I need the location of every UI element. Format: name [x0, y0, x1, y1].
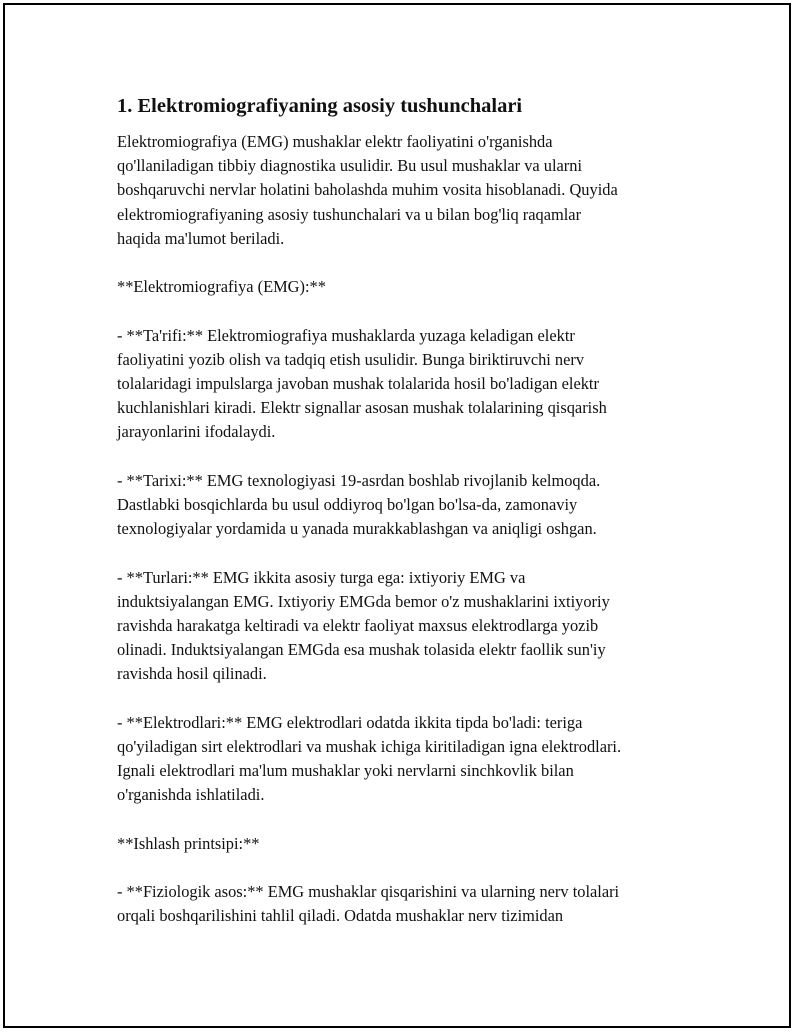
text-line: haqida ma'lumot beriladi.: [117, 228, 285, 248]
intro-paragraph: [117, 130, 697, 251]
emg-subheading: [117, 275, 697, 299]
text-line: - **Ta'rifi:** Elektromiografiya mushaklarda yuzaga keladigan elektr: [117, 325, 575, 345]
text-line: ravishda hosil qilinadi.: [117, 664, 267, 684]
history-paragraph: [117, 469, 697, 542]
text-line: induktsiyalangan EMG. Ixtiyoriy EMGda bemor o'z mushaklarini ixtiyoriy: [117, 591, 610, 611]
text-line: **Ishlash printsipi:**: [117, 833, 260, 853]
text-line: qo'llaniladigan tibbiy diagnostika usulidir. Bu usul mushaklar va ularni: [117, 156, 583, 176]
text-line: **Elektromiografiya (EMG):**: [117, 277, 326, 297]
text-line: qo'yiladigan sirt elektrodlari va mushak ichiga kiritiladigan igna elektrodlari.: [117, 737, 622, 756]
text-line: boshqaruvchi nervlar holatini baholashda muhim vosita hisoblanadi. Quyida: [117, 180, 618, 200]
text-line: - **Tarixi:** EMG texnologiyasi 19-asrdan boshlab rivojlanib kelmoqda.: [117, 470, 601, 490]
text-line: Dastlabki bosqichlarda bu usul oddiyroq bo'lgan bo'lsa-da, zamonaviy: [117, 495, 578, 514]
text-line: elektromiografiyaning asosiy tushunchalari va u bilan bog'liq raqamlar: [117, 204, 582, 224]
physiology-paragraph: [117, 880, 697, 928]
text-line: faoliyatini yozib olish va tadqiq etish usulidir. Bunga biriktiruvchi nerv: [117, 349, 585, 369]
section-heading: 1. Elektromiografiyaning asosiy tushunchalari: [117, 95, 523, 117]
text-line: - **Turlari:** EMG ikkita asosiy turga ega: ixtiyoriy EMG va: [117, 567, 526, 587]
text-line: tolalaridagi impulslarga javoban mushak tolalarida hosil bo'ladigan elektr: [117, 374, 599, 393]
text-line: Elektromiografiya (EMG) mushaklar elektr faoliyatini o'rganishda: [117, 132, 553, 151]
text-line: - **Elektrodlari:** EMG elektrodlari odatda ikkita tipda bo'ladi: teriga: [117, 712, 583, 732]
definition-paragraph: [117, 324, 697, 445]
text-line: orqali boshqarilishini tahlil qiladi. Odatda mushaklar nerv tizimidan: [117, 906, 564, 926]
document-body: [117, 92, 697, 953]
electrodes-paragraph: [117, 711, 697, 808]
text-line: Ignali elektrodlari ma'lum mushaklar yoki nervlarni sinchkovlik bilan: [117, 761, 574, 781]
text-line: olinadi. Induktsiyalangan EMGda esa mushak tolasida elektr faollik sun'iy: [117, 640, 606, 660]
text-line: jarayonlarini ifodalaydi.: [117, 422, 276, 442]
text-line: ravishda harakatga keltiradi va elektr faoliyat maxsus elektrodlarga yozib: [117, 616, 599, 635]
principle-subheading: [117, 832, 697, 856]
text-line: kuchlanishlari kiradi. Elektr signallar asosan mushak tolalarining qisqarish: [117, 398, 607, 418]
text-line: - **Fiziologik asos:** EMG mushaklar qisqarishini va ularning nerv tolalari: [117, 882, 620, 902]
text-line: o'rganishda ishlatiladi.: [117, 785, 265, 805]
types-paragraph: [117, 566, 697, 687]
text-line: texnologiyalar yordamida u yanada murakkablashgan va aniqligi oshgan.: [117, 519, 597, 539]
